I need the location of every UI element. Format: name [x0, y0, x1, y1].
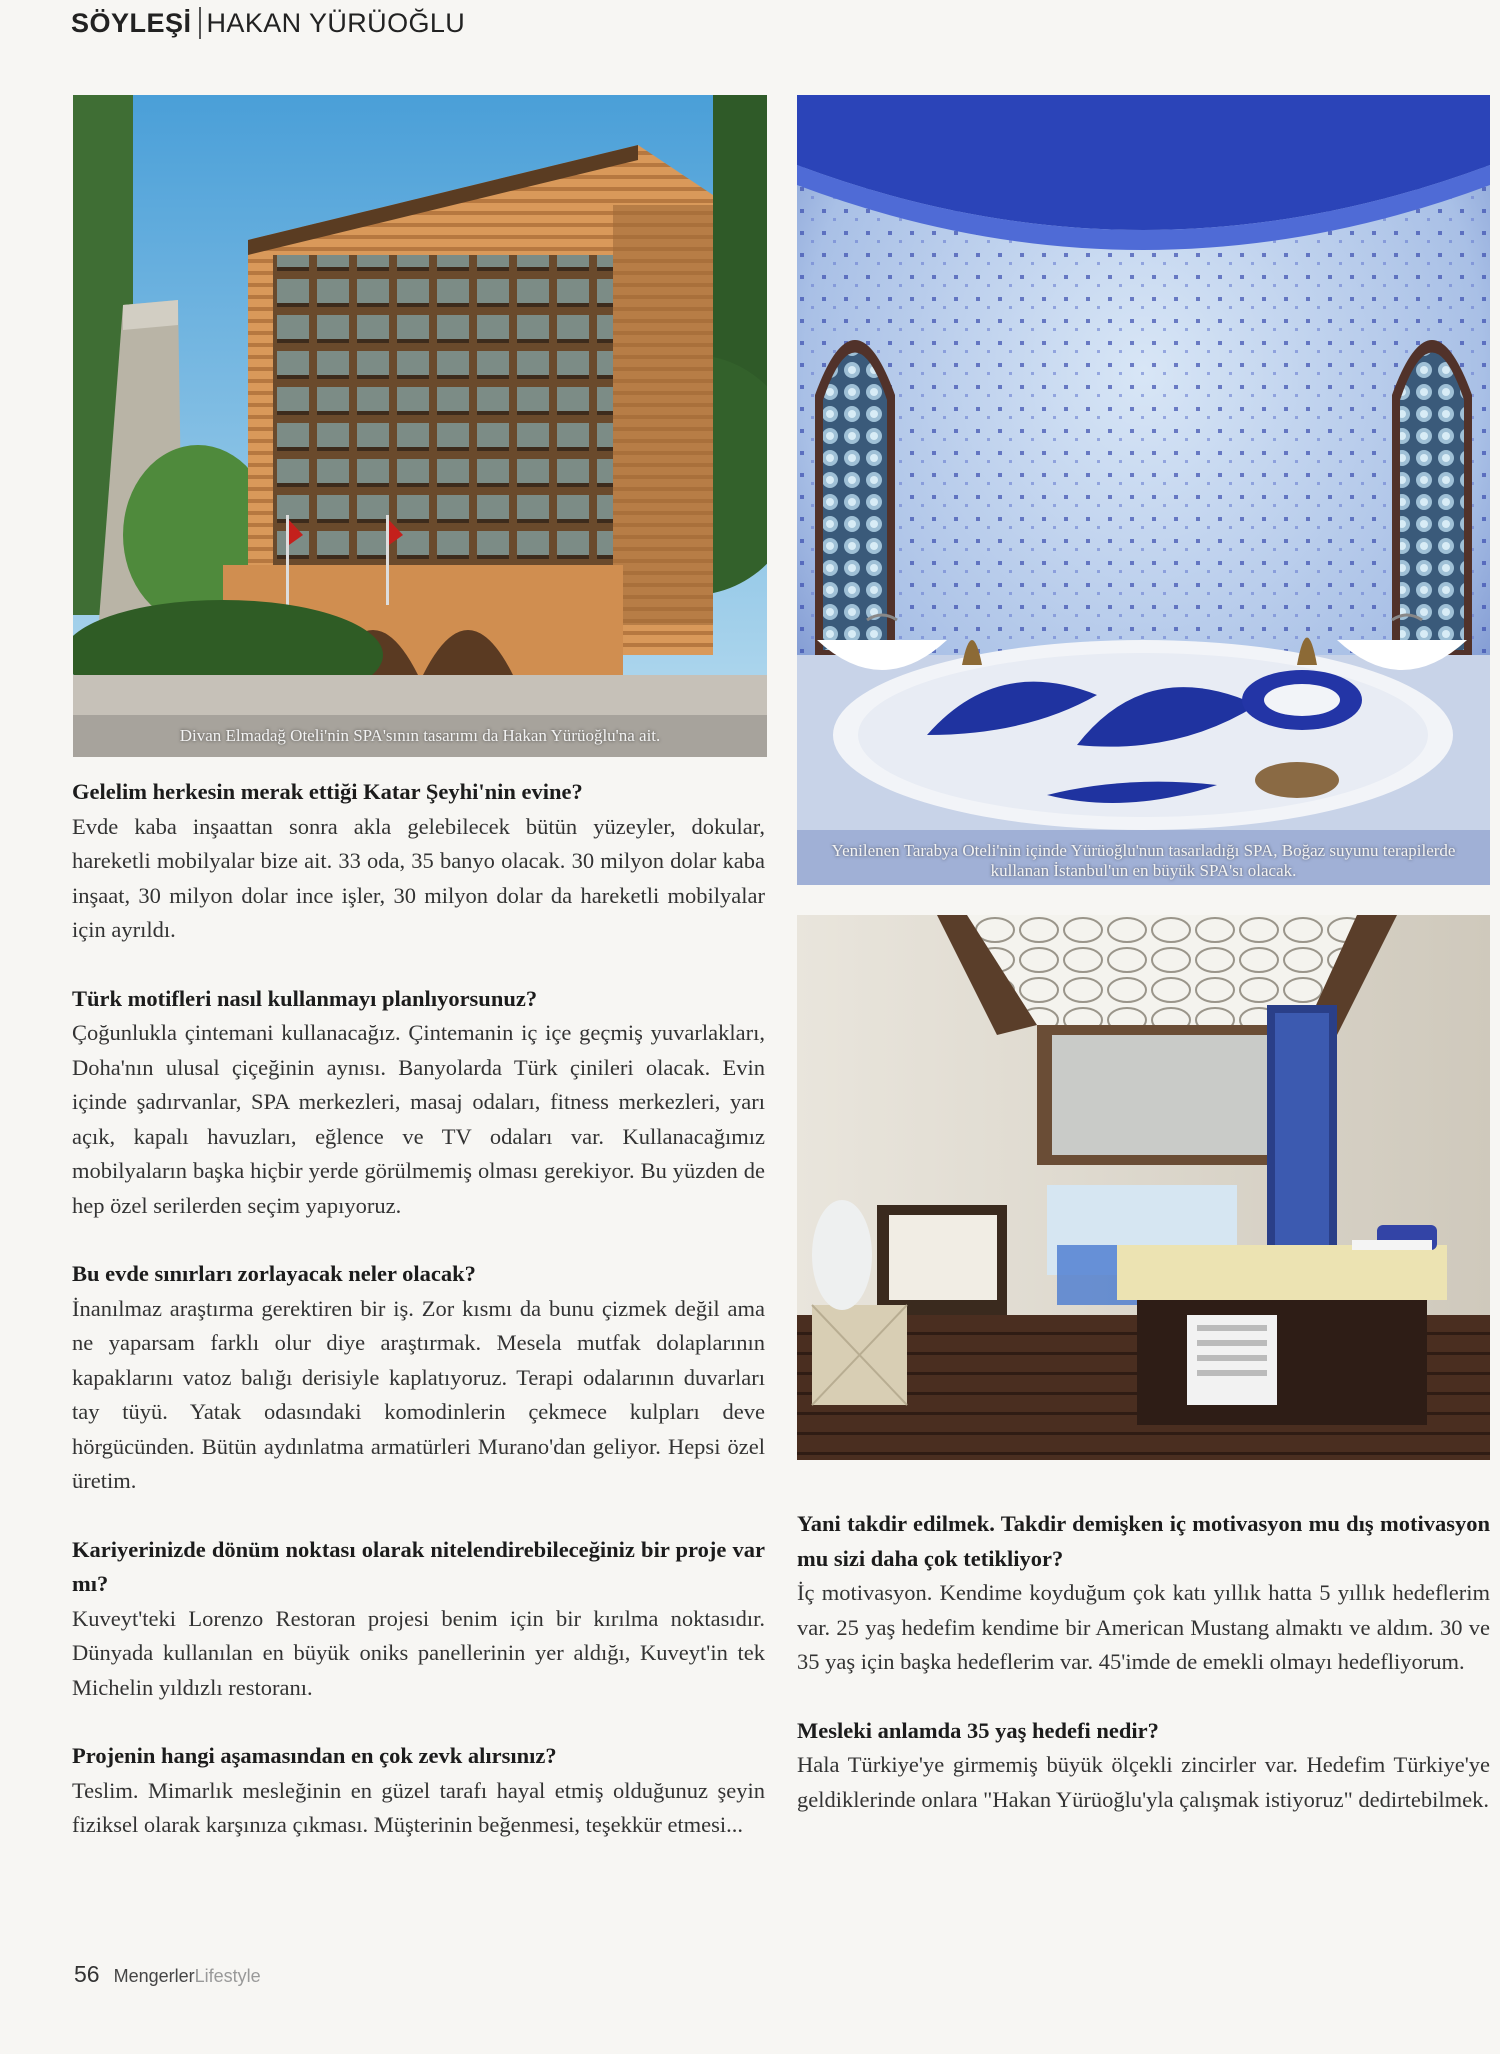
hotel-photo: [73, 95, 767, 757]
right-text-column: [797, 1507, 1490, 1851]
header-divider: [199, 7, 201, 39]
left-text-column: [72, 775, 765, 1877]
interview-question: Kariyerinizde dönüm noktası olarak nitelendirebileceğiniz bir proje var mı?: [72, 1536, 765, 1596]
page-number: 56: [74, 1961, 100, 1987]
hamam-illustration: [797, 95, 1490, 885]
interview-qa-3: [72, 1257, 765, 1499]
hamam-caption-line-1: Yenilenen Tarabya Oteli'nin içinde Yürüoğlu'nun tasarladığı SPA, Boğaz suyunu terapilerde: [831, 841, 1456, 860]
interview-qa-2: [72, 982, 765, 1224]
spa-room-photo: [797, 915, 1490, 1460]
hotel-illustration: [73, 95, 767, 757]
interview-answer: Evde kaba inşaattan sonra akla gelebilecek bütün yüzeyler, dokular, hareketli mobilyalar bize ait. 33 oda, 35 banyo olacak. 30 milyon dolar kaba inşaat, 30 milyon dolar ince işler, 30 milyon dolar da hareketli mobilyalar için ayrıldı.: [72, 813, 765, 942]
interview-question: Yani takdir edilmek. Takdir demişken iç motivasyon mu dış motivasyon mu sizi daha çok tetikliyor?: [797, 1511, 1490, 1571]
hotel-photo-caption: Divan Elmadağ Oteli'nin SPA'sının tasarımı da Hakan Yürüoğlu'na ait.: [179, 726, 661, 745]
interview-qa-6: [797, 1507, 1490, 1680]
magazine-brand-suffix: Lifestyle: [194, 1966, 261, 1986]
interview-qa-7: [797, 1714, 1490, 1818]
spa-room-illustration: [797, 915, 1490, 1460]
interview-answer: Hala Türkiye'ye girmemiş büyük ölçekli zincirler var. Hedefim Türkiye'ye geldiklerinde onlara "Hakan Yürüoğlu'yla çalışmak istiyoruz" dedirtebilmek.: [797, 1752, 1490, 1812]
interview-question: Gelelim herkesin merak ettiği Katar Şeyhi'nin evine?: [72, 779, 583, 804]
interviewee-name: HAKAN YÜRÜOĞLU: [206, 7, 466, 38]
hamam-photo: [797, 95, 1490, 885]
interview-answer: Kuveyt'teki Lorenzo Restoran projesi benim için bir kırılma noktasıdır. Dünyada kullanılan en büyük oniks panellerinin yer aldığı, Kuveyt'in tek Michelin yıldızlı restoranı.: [72, 1605, 765, 1700]
interview-qa-4: [72, 1533, 765, 1706]
interview-answer: Teslim. Mimarlık mesleğinin en güzel tarafı hayal etmiş olduğunuz şeyin fiziksel olarak karşınıza çıkması. Müşterinin beğenmesi, teşekkür etmesi...: [72, 1777, 765, 1837]
interview-question: Türk motifleri nasıl kullanmayı planlıyorsunuz?: [72, 985, 538, 1011]
interview-question: Projenin hangi aşamasından en çok zevk alırsınız?: [72, 1743, 557, 1768]
page-header: [71, 6, 465, 40]
interview-answer: Çoğunlukla çintemani kullanacağız. Çintemanin iç içe geçmiş yuvarlakları, Doha'nın ulusal çiçeğinin aynısı. Banyolarda Türk çinileri olacak. Evin içinde şadırvanlar, SPA merkezleri, masaj odaları, fitness merkezleri, yarı açık, kapalı havuzları, eğlence ve TV odaları var. Kullanacağımız mobilyaların başka hiçbir yerde görülmemiş olması gerekiyor. Bu yüzden de hep özel serilerden seçim yapıyoruz.: [72, 1020, 765, 1218]
interview-answer: İç motivasyon. Kendime koyduğum çok katı yıllık hatta 5 yıllık hedeflerim var. 25 yaş hedefim kendime bir American Mustang almaktı ve aldım. 30 ve 35 yaş için başka hedeflerim var. 45'imde de emekli olmayı hedefliyorum.: [797, 1580, 1490, 1674]
interview-question: Mesleki anlamda 35 yaş hedefi nedir?: [797, 1717, 1159, 1743]
hamam-caption-line-2: kullanan İstanbul'un en büyük SPA'sı olacak.: [990, 861, 1297, 880]
section-label: SÖYLEŞİ: [71, 7, 192, 38]
interview-answer: İnanılmaz araştırma gerektiren bir iş. Zor kısmı da bunu çizmek değil ama ne yaparsam farklı olur diye araştırmak. Mesela mutfak dolaplarının kapaklarını vatoz balığı derisiyle kaplatıyoruz. Terapi odalarının duvarları tay tüyü. Yatak odasındaki komodinlerin çekmece kulpları deve hörgücünden. Bütün aydınlatma armatürleri Murano'dan geliyor. Hepsi özel üretim.: [72, 1295, 765, 1493]
interview-qa-5: [72, 1739, 765, 1843]
magazine-brand-name: Mengerler: [113, 1966, 195, 1986]
interview-qa-1: [72, 775, 765, 948]
page-footer: [74, 1961, 261, 1988]
interview-question: Bu evde sınırları zorlayacak neler olacak?: [72, 1261, 476, 1286]
hamam-photo-caption: [797, 841, 1490, 881]
